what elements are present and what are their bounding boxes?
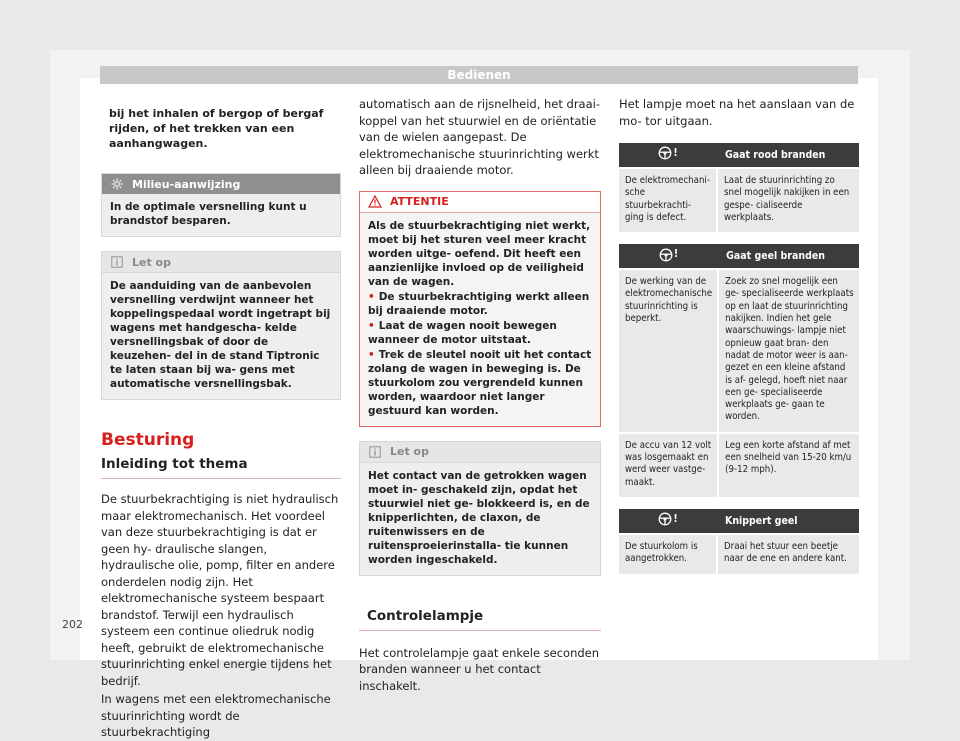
subsection-title: Inleiding tot thema [101, 456, 341, 479]
note-box-1 [101, 251, 341, 400]
column-left [101, 96, 341, 741]
exclamation-symbol: ! [673, 147, 678, 160]
intro-text: bij het inhalen of bergop of bergaf rijden, of het trekken van een aanhangwagen. [109, 107, 324, 150]
list-item [368, 319, 592, 347]
note-box-2 [359, 441, 601, 576]
table-icon-cell [619, 143, 717, 168]
paragraph: In wagens met een elektromechanische stuurinrichting wordt de stuurbekrachtiging [101, 692, 331, 739]
status-table-red [619, 143, 859, 232]
note-box-1-text: De aanduiding van de aanbevolen versnelling verdwijnt wanneer het koppelingspedaal wordt ingetrapt bij wagens met handgescha- kelde versnellingsbak of door de keuzehen- del in de stand Tiptronic te laten staan bij wa- gens met automatische versnellingsbak. [110, 280, 331, 390]
note-box-1-title: Let op [132, 255, 171, 269]
subsection-title: Controlelampje [359, 608, 601, 631]
table-cell: Zoek zo snel mogelijk een ge- specialiseerde werkplaats op en laat de stuurinrichting nakijken. Indien het gele waarschuwings- lampje niet opnieuw gaat bran- den nadat de motor weer is aan- gezet en een kleine afstand is af- gelegd, hoeft niet naar een ge- specialiseerde werkplaats ge- gaan te worden. [718, 269, 859, 433]
section-besturing [101, 430, 341, 479]
bullet-icon: • [368, 348, 375, 361]
exclamation-symbol: ! [673, 513, 678, 526]
warning-triangle-icon [368, 195, 382, 209]
environment-box-text: In de optimale versnelling kunt u brandstof besparen. [110, 201, 307, 227]
environment-box-title: Milieu-aanwijzing [132, 177, 241, 191]
environment-box [101, 173, 341, 237]
list-item-text: Trek de sleutel nooit uit het contact zolang de wagen in beweging is. De stuurkolom zou vergrendeld kunnen worden, waardoor niet langer gestuurd kan worden. [368, 348, 592, 417]
info-icon [368, 445, 382, 459]
table-row [619, 433, 859, 497]
table-header: Gaat geel branden [718, 244, 859, 269]
section-title: Besturing [101, 430, 195, 450]
table-row [619, 168, 859, 232]
paragraph: Het lampje moet na het aanslaan van de mo- tor uitgaan. [619, 97, 855, 128]
steering-wheel-warning-icon [658, 146, 677, 160]
header-title: Bedienen [447, 68, 511, 82]
note-box-2-header [360, 442, 600, 463]
column-right [619, 96, 859, 574]
warning-box-body [360, 213, 600, 426]
table-icon-cell [619, 509, 717, 534]
note-box-2-title: Let op [390, 445, 429, 458]
table-cell: Draai het stuur een beetje naar de ene en andere kant. [717, 534, 859, 574]
column-middle [359, 96, 601, 694]
table-header: Gaat rood branden [717, 143, 859, 168]
table-row [619, 534, 859, 574]
bullet-icon: • [368, 319, 375, 332]
info-icon [110, 255, 124, 269]
table-cell: De accu van 12 volt was losgemaakt en werd weer vastge- maakt. [619, 433, 718, 497]
paragraph: automatisch aan de rijsnelheid, het draai- koppel van het stuurwiel en de oriëntatie van de wielen aangepast. De elektromechanische stuurinrichting werkt alleen bij draaiende motor. [359, 97, 600, 177]
note-box-1-header [102, 252, 340, 273]
environment-box-header [102, 174, 340, 194]
warning-box [359, 191, 601, 427]
list-item [368, 348, 592, 418]
table-cell: De elektromechani- sche stuurbekrachti- ging is defect. [619, 168, 717, 232]
exclamation-symbol: ! [673, 248, 679, 261]
table-cell: Leg een korte afstand af met een snelheid van 15-20 km/u (9-12 mph). [718, 433, 859, 497]
leaf-icon [110, 177, 124, 191]
status-table-blinking [619, 509, 859, 574]
warning-box-header [360, 192, 600, 213]
table-cell: Laat de stuurinrichting zo snel mogelijk nakijken in een gespe- cialiseerde werkplaats. [717, 168, 859, 232]
paragraph: De stuurbekrachtiging is niet hydraulisch maar elektromechanisch. Het voordeel van deze stuurbekrachtiging is dat er geen hy- draulische slangen, hydraulische olie, pomp, filter en andere onderdelen nodig zijn. Het elektromechanische systeem bespaart brandstof. Terwijl een hydraulisch systeem een continue oliedruk nodig heeft, gebruikt de elektromechanische stuurinrichting enkel energie tijdens het bedrijf. [101, 492, 339, 688]
table-cell: De stuurkolom is aangetrokken. [619, 534, 717, 574]
list-item [368, 290, 592, 318]
page-header [100, 66, 858, 84]
table-cell: De werking van de elektromechanische stuurinrichting is beperkt. [619, 269, 718, 433]
note-box-2-text: Het contact van de getrokken wagen moet in- geschakeld zijn, opdat het stuurwiel niet ge- blokkeerd is, en de knipperlichten, de claxon, de ruitenwissers en de ruitensproeierinstalla- tie kunnen worden ingeschakeld. [368, 469, 590, 566]
steering-wheel-warning-icon [659, 248, 678, 262]
table-row [619, 269, 859, 433]
status-table-yellow [619, 244, 859, 497]
warning-text: Als de stuurbekrachtiging niet werkt, moet bij het sturen veel meer kracht worden uitge- oefend. Dit heeft een aanzienlijke invloed op de veiligheid van de wagen. [368, 219, 591, 288]
warning-box-title: ATTENTIE [390, 195, 449, 208]
list-item-text: Laat de wagen nooit bewegen wanneer de motor uitstaat. [368, 319, 557, 346]
page-number: 202 [62, 618, 83, 631]
paragraph: Het controlelampje gaat enkele seconden branden wanneer u het contact inschakelt. [359, 645, 600, 693]
table-header: Knippert geel [717, 509, 859, 534]
bullet-icon: • [368, 290, 375, 303]
steering-wheel-warning-icon [658, 512, 677, 526]
list-item-text: De stuurbekrachtiging werkt alleen bij draaiende motor. [368, 290, 590, 317]
table-icon-cell [619, 244, 718, 269]
